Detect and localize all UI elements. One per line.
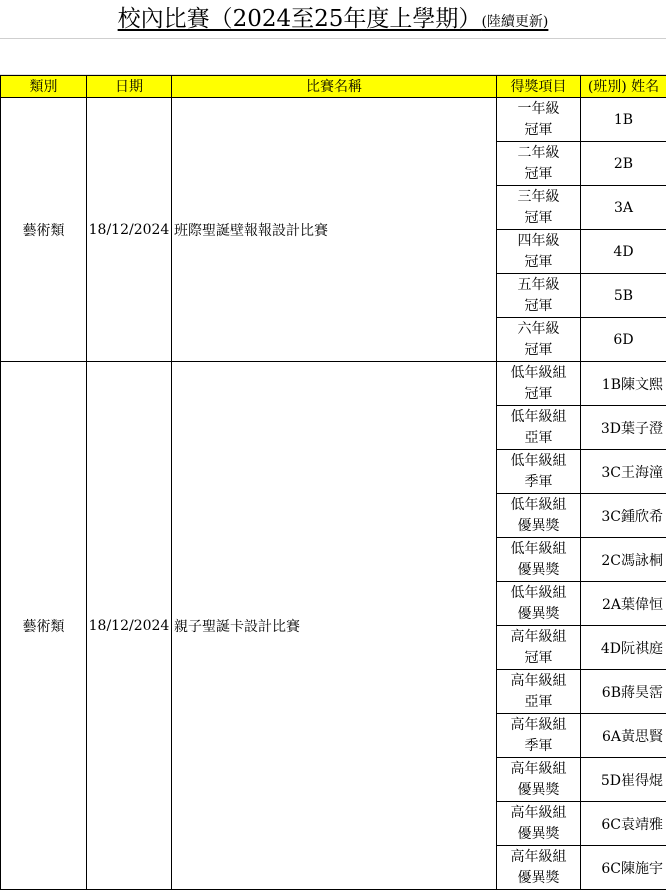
award-level: 高年級組 [497, 671, 580, 692]
person-cell: 5B [581, 274, 666, 318]
award-level: 二年級 [497, 143, 580, 164]
award-prize: 優異獎 [497, 516, 580, 537]
table-body [1, 98, 666, 890]
award-prize: 冠軍 [497, 340, 580, 361]
award-prize: 冠軍 [497, 252, 580, 273]
award-cell [497, 846, 581, 890]
award-level: 低年級組 [497, 539, 580, 560]
award-cell [497, 626, 581, 670]
person-cell: 3A [581, 186, 666, 230]
award-prize: 冠軍 [497, 648, 580, 669]
award-level: 高年級組 [497, 715, 580, 736]
person-cell: 4D阮祺庭 [581, 626, 666, 670]
page-title [118, 6, 549, 35]
award-level: 低年級組 [497, 407, 580, 428]
award-prize: 優異獎 [497, 560, 580, 581]
award-level: 六年級 [497, 319, 580, 340]
person-cell: 1B [581, 98, 666, 142]
award-cell [497, 538, 581, 582]
header-row [1, 76, 666, 98]
person-cell: 3C王海潼 [581, 450, 666, 494]
award-cell [497, 142, 581, 186]
award-prize: 冠軍 [497, 120, 580, 141]
title-row [0, 0, 666, 39]
award-cell [497, 406, 581, 450]
award-level: 五年級 [497, 275, 580, 296]
award-level: 四年級 [497, 231, 580, 252]
award-level: 低年級組 [497, 451, 580, 472]
award-cell [497, 758, 581, 802]
person-cell: 2C馮詠桐 [581, 538, 666, 582]
award-level: 高年級組 [497, 759, 580, 780]
award-cell [497, 318, 581, 362]
person-cell: 3C鍾欣希 [581, 494, 666, 538]
table-row [1, 362, 666, 406]
category-cell: 藝術類 [1, 362, 87, 890]
header-award: 得獎項目 [497, 76, 581, 98]
person-cell: 5D崔得焜 [581, 758, 666, 802]
award-prize: 冠軍 [497, 208, 580, 229]
award-cell [497, 714, 581, 758]
award-level: 高年級組 [497, 803, 580, 824]
table-row [1, 98, 666, 142]
award-cell [497, 582, 581, 626]
award-level: 低年級組 [497, 363, 580, 384]
date-cell: 18/12/2024 [87, 98, 172, 362]
person-cell: 6A黃思賢 [581, 714, 666, 758]
header-person: (班別) 姓名 [581, 76, 666, 98]
header-category: 類別 [1, 76, 87, 98]
award-prize: 季軍 [497, 736, 580, 757]
award-prize: 季軍 [497, 472, 580, 493]
person-cell: 2A葉偉恒 [581, 582, 666, 626]
award-level: 高年級組 [497, 847, 580, 868]
person-cell: 6C陳施宇 [581, 846, 666, 890]
award-cell [497, 186, 581, 230]
person-cell: 6C袁靖雅 [581, 802, 666, 846]
award-cell [497, 230, 581, 274]
award-cell [497, 802, 581, 846]
award-level: 低年級組 [497, 495, 580, 516]
award-prize: 優異獎 [497, 824, 580, 845]
award-level: 高年級組 [497, 627, 580, 648]
person-cell: 6D [581, 318, 666, 362]
date-cell: 18/12/2024 [87, 362, 172, 890]
title-main-text: 校內比賽（2024至25年度上學期） [118, 6, 482, 32]
award-cell [497, 670, 581, 714]
award-prize: 冠軍 [497, 384, 580, 405]
award-prize: 亞軍 [497, 428, 580, 449]
title-note: (陸續更新) [481, 14, 548, 30]
award-prize: 冠軍 [497, 296, 580, 317]
competition-name-cell: 班際聖誕壁報報設計比賽 [172, 98, 497, 362]
award-cell [497, 450, 581, 494]
award-prize: 冠軍 [497, 164, 580, 185]
header-competition: 比賽名稱 [172, 76, 497, 98]
empty-row [0, 38, 666, 75]
person-cell: 2B [581, 142, 666, 186]
award-prize: 優異獎 [497, 780, 580, 801]
header-date: 日期 [87, 76, 172, 98]
person-cell: 1B陳文熙 [581, 362, 666, 406]
award-prize: 亞軍 [497, 692, 580, 713]
results-table [0, 75, 666, 890]
award-cell [497, 274, 581, 318]
person-cell: 3D葉子澄 [581, 406, 666, 450]
category-cell: 藝術類 [1, 98, 87, 362]
person-cell: 4D [581, 230, 666, 274]
award-level: 低年級組 [497, 583, 580, 604]
award-cell [497, 494, 581, 538]
award-prize: 優異獎 [497, 868, 580, 889]
award-cell [497, 362, 581, 406]
award-level: 三年級 [497, 187, 580, 208]
award-prize: 優異獎 [497, 604, 580, 625]
award-cell [497, 98, 581, 142]
person-cell: 6B蔣昊霑 [581, 670, 666, 714]
award-level: 一年級 [497, 99, 580, 120]
competition-name-cell: 親子聖誕卡設計比賽 [172, 362, 497, 890]
